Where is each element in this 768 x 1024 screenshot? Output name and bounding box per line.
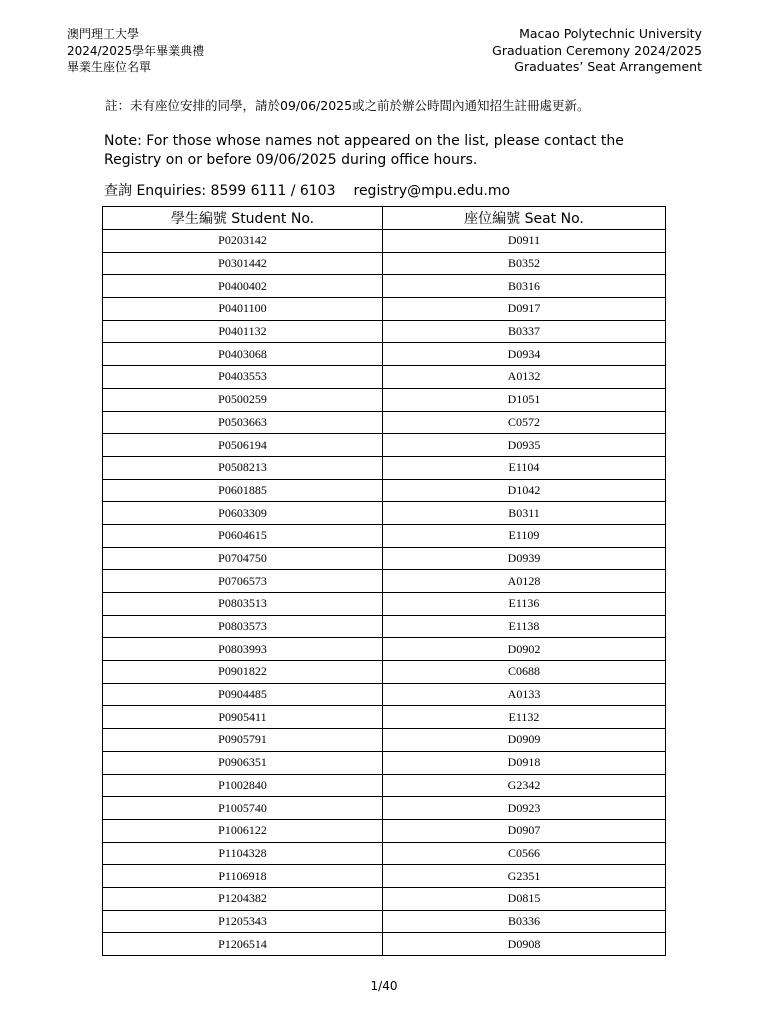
note-english: Note: For those whose names not appeared on the list, please contact the Registry on or before 09/06/2025 during office hours. <box>104 133 624 168</box>
enquiry-email: registry@mpu.edu.mo <box>353 183 511 199</box>
student-no-cell: P0904485 <box>103 683 383 706</box>
table-row <box>103 661 666 684</box>
student-no-cell: P0508213 <box>103 456 383 479</box>
seat-no-cell: E1136 <box>383 593 666 616</box>
table-row <box>103 366 666 389</box>
seat-no-cell: D0918 <box>383 751 666 774</box>
seat-no-cell: A0132 <box>383 366 666 389</box>
seat-no-cell: E1104 <box>383 456 666 479</box>
seat-no-cell: C0688 <box>383 661 666 684</box>
student-no-cell: P1006122 <box>103 819 383 842</box>
seat-no-cell: B0311 <box>383 502 666 525</box>
table-row <box>103 502 666 525</box>
ceremony-title-zh: 2024/2025學年畢業典禮 <box>67 43 205 58</box>
student-no-cell: P1005740 <box>103 797 383 820</box>
table-row <box>103 524 666 547</box>
seat-no-cell: D0934 <box>383 343 666 366</box>
table-row <box>103 547 666 570</box>
student-no-cell: P0401132 <box>103 320 383 343</box>
student-no-cell: P0203142 <box>103 230 383 253</box>
table-row <box>103 230 666 253</box>
table-row <box>103 706 666 729</box>
seat-no-cell: G2342 <box>383 774 666 797</box>
seat-no-cell: B0336 <box>383 910 666 933</box>
table-row <box>103 751 666 774</box>
seat-no-cell: C0566 <box>383 842 666 865</box>
table-row <box>103 774 666 797</box>
student-no-cell: P1206514 <box>103 933 383 956</box>
table-row <box>103 343 666 366</box>
student-no-cell: P0901822 <box>103 661 383 684</box>
student-no-cell: P0601885 <box>103 479 383 502</box>
student-no-cell: P0906351 <box>103 751 383 774</box>
seat-no-cell: D0902 <box>383 638 666 661</box>
header-university-zh <box>67 26 204 76</box>
header-university-en <box>492 26 702 76</box>
student-no-cell: P0905791 <box>103 729 383 752</box>
table-row <box>103 819 666 842</box>
table-row <box>103 252 666 275</box>
seat-no-cell: E1109 <box>383 524 666 547</box>
table-row <box>103 865 666 888</box>
header-student-no: 學生編號 Student No. <box>103 207 383 230</box>
seat-no-cell: D0935 <box>383 434 666 457</box>
student-no-cell: P0803993 <box>103 638 383 661</box>
table-row <box>103 275 666 298</box>
seat-no-cell: D0939 <box>383 547 666 570</box>
table-row <box>103 320 666 343</box>
table-row <box>103 842 666 865</box>
student-no-cell: P0506194 <box>103 434 383 457</box>
seat-no-cell: D0917 <box>383 298 666 321</box>
university-name-en: Macao Polytechnic University <box>519 26 702 41</box>
table-row <box>103 910 666 933</box>
table-row <box>103 411 666 434</box>
table-row <box>103 729 666 752</box>
list-title-en: Graduates’ Seat Arrangement <box>514 59 702 74</box>
table-row <box>103 593 666 616</box>
student-no-cell: P0604615 <box>103 524 383 547</box>
student-no-cell: P1205343 <box>103 910 383 933</box>
student-no-cell: P0803573 <box>103 615 383 638</box>
ceremony-title-en: Graduation Ceremony 2024/2025 <box>492 42 702 58</box>
student-no-cell: P0500259 <box>103 388 383 411</box>
student-no-cell: P0803513 <box>103 593 383 616</box>
table-row <box>103 638 666 661</box>
table-row <box>103 615 666 638</box>
student-no-cell: P0905411 <box>103 706 383 729</box>
student-no-cell: P0301442 <box>103 252 383 275</box>
table-header-row <box>103 207 666 230</box>
list-title-zh: 畢業生座位名單 <box>67 60 152 74</box>
table-row <box>103 298 666 321</box>
student-no-cell: P0603309 <box>103 502 383 525</box>
seat-no-cell: A0128 <box>383 570 666 593</box>
note-chinese: 註：未有座位安排的同學，請於09/06/2025或之前於辦公時間內通知招生註冊處更新。 <box>105 98 590 113</box>
seat-no-cell: D0907 <box>383 819 666 842</box>
student-no-cell: P1106918 <box>103 865 383 888</box>
student-no-cell: P1204382 <box>103 887 383 910</box>
seat-no-cell: D1051 <box>383 388 666 411</box>
enquiry-line <box>104 180 510 200</box>
table-row <box>103 933 666 956</box>
seat-no-cell: D1042 <box>383 479 666 502</box>
seat-no-cell: D0908 <box>383 933 666 956</box>
table-row <box>103 797 666 820</box>
student-no-cell: P0400402 <box>103 275 383 298</box>
seat-no-cell: D0911 <box>383 230 666 253</box>
student-no-cell: P1104328 <box>103 842 383 865</box>
university-name-zh: 澳門理工大學 <box>67 27 140 41</box>
enquiry-phone: 查詢 Enquiries: 8599 6111 / 6103 <box>104 183 336 199</box>
seat-no-cell: D0909 <box>383 729 666 752</box>
student-no-cell: P1002840 <box>103 774 383 797</box>
seat-no-cell: E1132 <box>383 706 666 729</box>
student-no-cell: P0706573 <box>103 570 383 593</box>
header-seat-no: 座位編號 Seat No. <box>383 207 666 230</box>
seat-no-cell: E1138 <box>383 615 666 638</box>
seat-no-cell: D0815 <box>383 887 666 910</box>
student-no-cell: P0403553 <box>103 366 383 389</box>
seat-no-cell: D0923 <box>383 797 666 820</box>
table-row <box>103 570 666 593</box>
table-row <box>103 456 666 479</box>
student-no-cell: P0704750 <box>103 547 383 570</box>
table-row <box>103 434 666 457</box>
seat-no-cell: B0316 <box>383 275 666 298</box>
table-row <box>103 479 666 502</box>
student-no-cell: P0403068 <box>103 343 383 366</box>
seat-no-cell: A0133 <box>383 683 666 706</box>
seat-no-cell: C0572 <box>383 411 666 434</box>
page-number: 1/40 <box>370 979 398 993</box>
student-no-cell: P0503663 <box>103 411 383 434</box>
seat-table <box>102 206 666 956</box>
seat-table-body <box>103 230 666 956</box>
seat-no-cell: G2351 <box>383 865 666 888</box>
table-row <box>103 683 666 706</box>
student-no-cell: P0401100 <box>103 298 383 321</box>
table-row <box>103 388 666 411</box>
seat-no-cell: B0352 <box>383 252 666 275</box>
table-row <box>103 887 666 910</box>
seat-no-cell: B0337 <box>383 320 666 343</box>
